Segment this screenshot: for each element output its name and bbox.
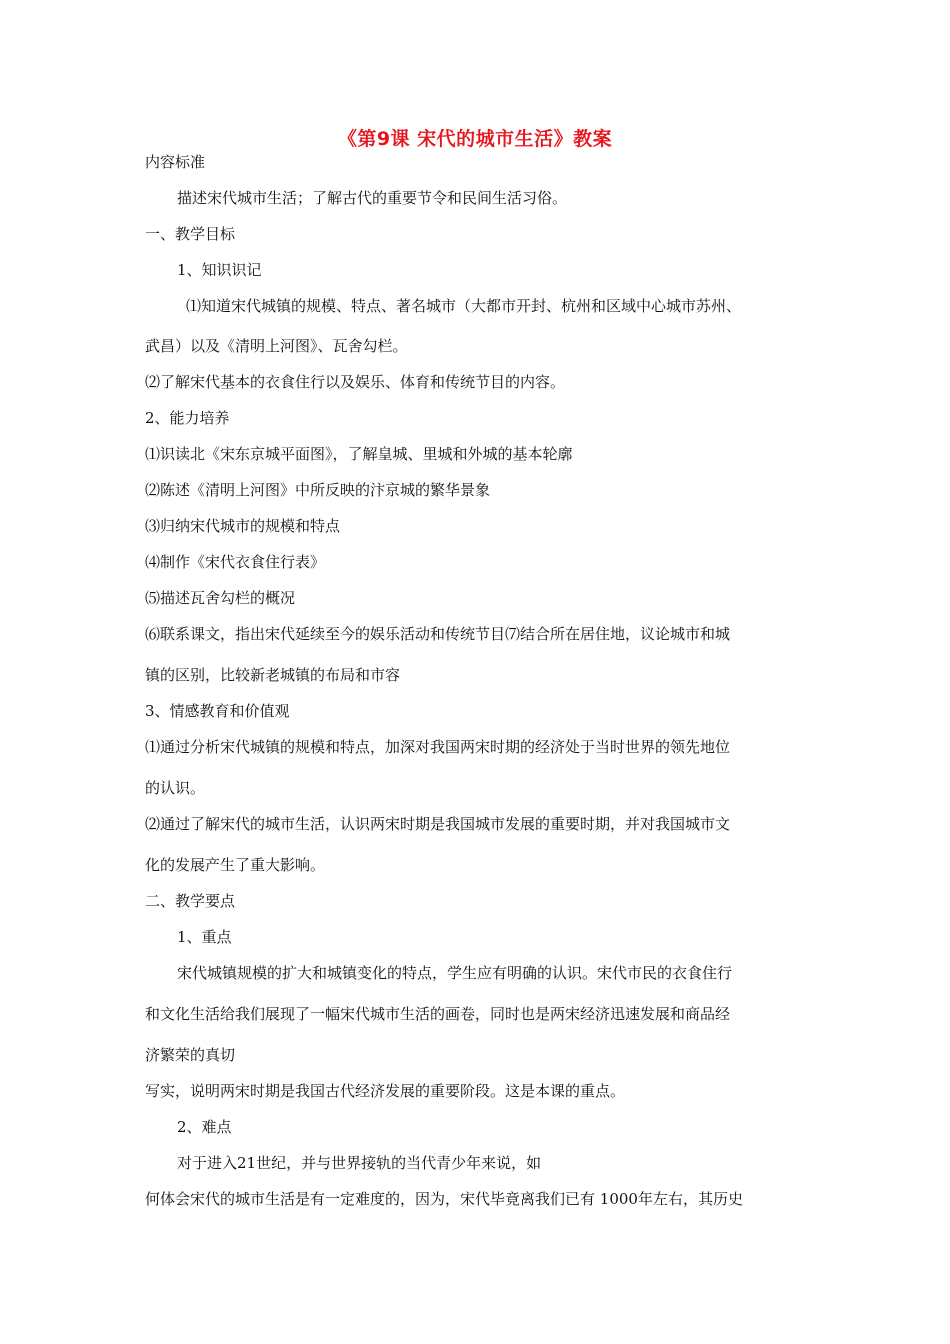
text-line: ⑹联系课文，指出宋代延续至今的娱乐活动和传统节目⑺结合所在居住地，议论城市和城 [145, 625, 731, 643]
text-line: ⑵陈述《清明上河图》中所反映的汴京城的繁华景象 [145, 481, 491, 499]
text-line: ⑶归纳宋代城市的规模和特点 [145, 517, 341, 535]
text-line: ⑸描述瓦舍勾栏的概况 [145, 589, 296, 607]
subsection-heading: 2、能力培养 [145, 409, 230, 427]
subsection-heading: 1、重点 [177, 928, 232, 946]
text-line: 化的发展产生了重大影响。 [145, 856, 326, 874]
text-line: 武昌）以及《清明上河图》、瓦舍勾栏。 [145, 337, 408, 355]
section-heading: 二、教学要点 [145, 892, 236, 910]
text-line: 宋代城镇规模的扩大和城镇变化的特点，学生应有明确的认识。宋代市民的衣食住行 [177, 964, 733, 982]
text-line: ⑴识读北《宋东京城平面图》，了解皇城、里城和外城的基本轮廓 [145, 445, 573, 463]
text-line: ⑷制作《宋代衣食住行表》 [145, 553, 326, 571]
subsection-heading: 2、难点 [177, 1118, 232, 1136]
text-line: ⑴知道宋代城镇的规模、特点、著名城市（大都市开封、杭州和区域中心城市苏州、 [186, 297, 742, 315]
text-line: 何体会宋代的城市生活是有一定难度的，因为，宋代毕竟离我们已有 1000年左右，其历史 [145, 1190, 743, 1208]
text-line: 描述宋代城市生活；了解古代的重要节令和民间生活习俗。 [177, 189, 568, 207]
section-heading: 一、教学目标 [145, 225, 236, 243]
text-line: ⑵通过了解宋代的城市生活，认识两宋时期是我国城市发展的重要时期，并对我国城市文 [145, 815, 731, 833]
text-line: ⑵了解宋代基本的衣食住行以及娱乐、体育和传统节目的内容。 [145, 373, 566, 391]
subsection-heading: 1、知识识记 [177, 261, 262, 279]
text-line: 的认识。 [145, 779, 206, 797]
page-title: 《第9课 宋代的城市生活》教案 [337, 128, 613, 150]
text-line: 对于进入21世纪，并与世界接轨的当代青少年来说，如 [177, 1154, 542, 1172]
text-line: 济繁荣的真切 [145, 1046, 236, 1064]
text-line: 和文化生活给我们展现了一幅宋代城市生活的画卷，同时也是两宋经济迅速发展和商品经 [145, 1005, 731, 1023]
text-line: 镇的区别，比较新老城镇的布局和市容 [145, 666, 401, 684]
subsection-heading: 3、情感教育和价值观 [145, 702, 290, 720]
text-line: ⑴通过分析宋代城镇的规模和特点，加深对我国两宋时期的经济处于当时世界的领先地位 [145, 738, 731, 756]
text-line: 内容标准 [145, 153, 206, 171]
text-line: 写实，说明两宋时期是我国古代经济发展的重要阶段。这是本课的重点。 [145, 1082, 626, 1100]
